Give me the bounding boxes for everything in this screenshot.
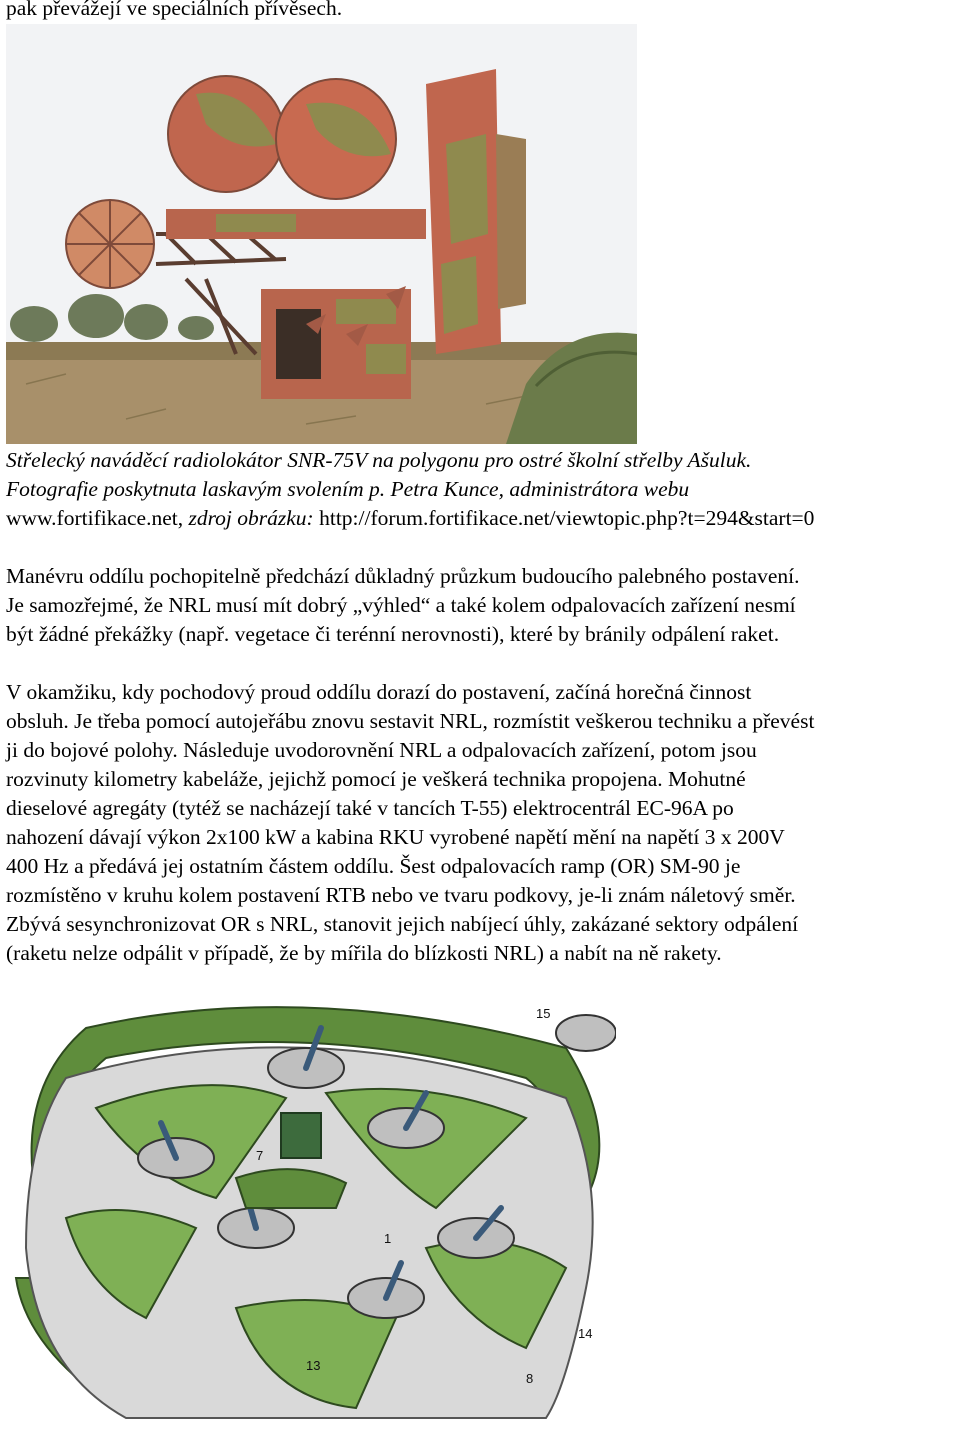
diagram-label-8: 8 <box>526 1371 534 1386</box>
paragraph-1 <box>6 562 956 649</box>
diagram-label-7: 7 <box>256 1148 264 1163</box>
paragraph-2-line: nahození dávají výkon 2x100 kW a kabina RKU vyrobené napětí mění na napětí 3 x 200V <box>6 825 785 849</box>
paragraph-2-line: Zbývá sesynchronizovat OR s NRL, stanovit jejich nabíjecí úhly, zakázané sektory odpálení <box>6 912 799 936</box>
caption-url: http://forum.fortifikace.net/viewtopic.php?t=294&start=0 <box>313 506 815 530</box>
site-layout-diagram <box>6 988 616 1428</box>
radar-photo <box>6 24 637 444</box>
diagram-label-1: 1 <box>384 1231 392 1246</box>
caption-source-label: zdroj obrázku: <box>183 506 314 530</box>
paragraph-2-line: rozmístěno v kruhu kolem postavení RTB nebo ve tvaru podkovy, je-li znám náletový směr. <box>6 883 796 907</box>
paragraph-2-line: ji do bojové polohy. Následuje uvodorovnění NRL a odpalovacích zařízení, potom jsou <box>6 738 757 762</box>
diagram-label-14: 14 <box>578 1326 593 1341</box>
paragraph-2-line: 400 Hz a předává jej ostatním částem oddílu. Šest odpalovacích ramp (OR) SM-90 je <box>6 854 741 878</box>
diagram-label-15: 15 <box>536 1006 551 1021</box>
paragraph-1-line: být žádné překážky (např. vegetace či terénní nerovnosti), které by bránily odpálení raket. <box>6 622 780 646</box>
diagram-label-13: 13 <box>306 1358 321 1373</box>
paragraph-2-line: dieselové agregáty (tytéž se nacházejí také v tancích T-55) elektrocentrál EC-96A po <box>6 796 734 820</box>
intro-fragment: pak převážejí ve speciálních přívěsech. <box>6 0 343 20</box>
paragraph-2-line: (raketu nelze odpálit v případě, že by mířila do blízkosti NRL) a nabít na ně rakety. <box>6 941 722 965</box>
caption-line-2: Fotografie poskytnuta laskavým svolením p. Petra Kunce, administrátora webu <box>6 477 690 501</box>
paragraph-2-line: obsluh. Je třeba pomocí autojeřábu znovu sestavit NRL, rozmístit veškerou techniku a převést <box>6 709 815 733</box>
caption-line-1: Střelecký naváděcí radiolokátor SNR-75V na polygonu pro ostré školní střelby Ašuluk. <box>6 448 752 472</box>
caption-site: www.fortifikace.net, <box>6 506 184 530</box>
caption-line-3 <box>6 504 814 532</box>
paragraph-1-line: Je samozřejmé, že NRL musí mít dobrý „výhled“ a také kolem odpalovacích zařízení nesmí <box>6 593 796 617</box>
paragraph-1-line: Manévru oddílu pochopitelně předchází důkladný průzkum budoucího palebného postavení. <box>6 564 800 588</box>
paragraph-2-line: rozvinuty kilometry kabeláže, jejichž pomocí je veškerá technika propojena. Mohutné <box>6 767 746 791</box>
paragraph-2-line: V okamžiku, kdy pochodový proud oddílu dorazí do postavení, začíná horečná činnost <box>6 680 752 704</box>
paragraph-2 <box>6 678 956 968</box>
